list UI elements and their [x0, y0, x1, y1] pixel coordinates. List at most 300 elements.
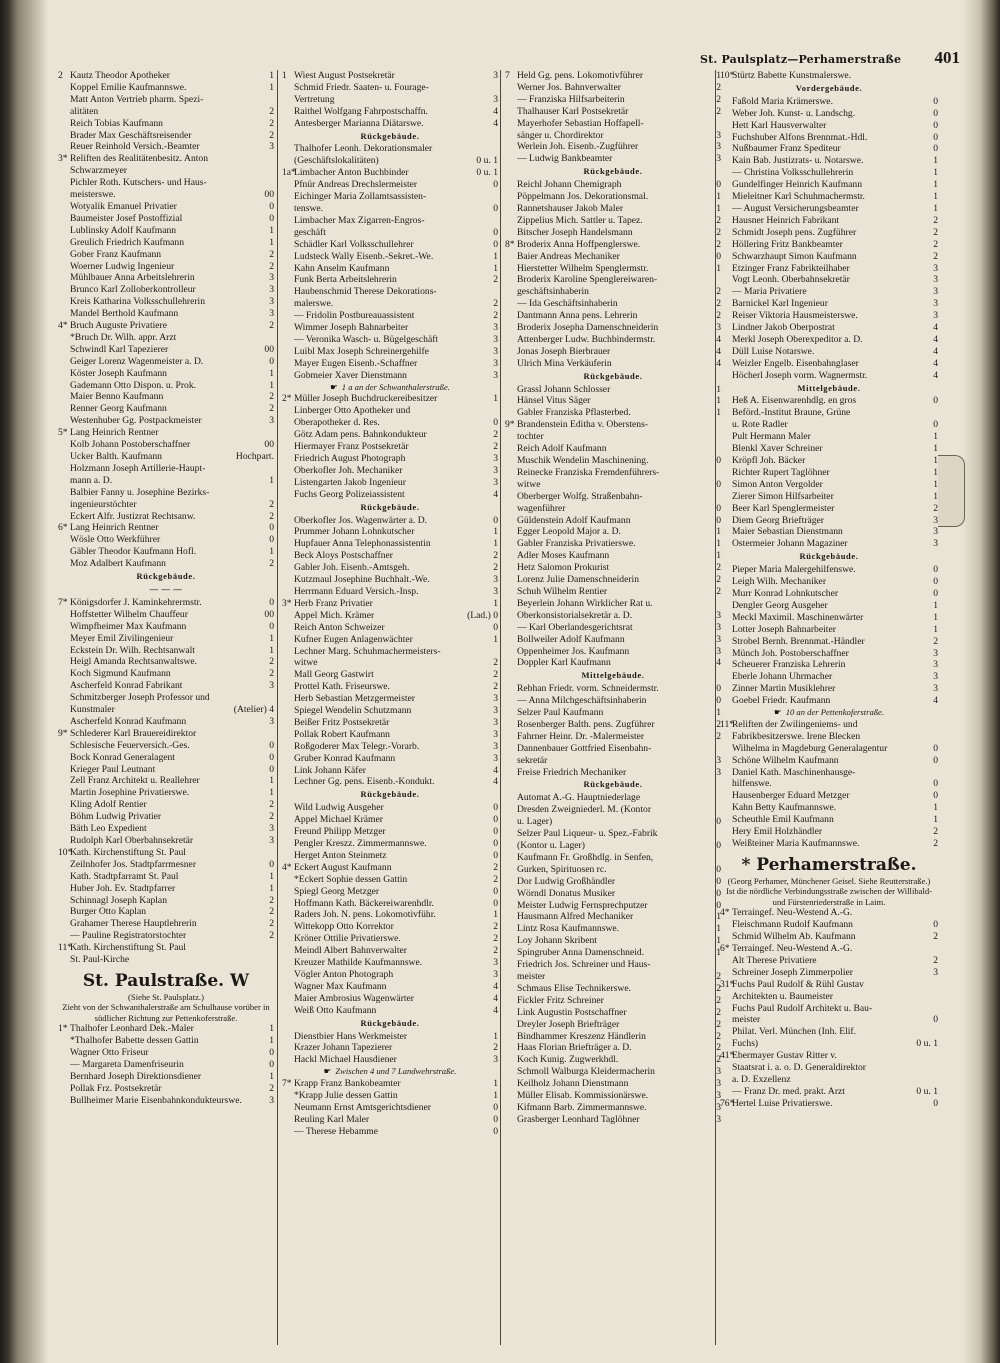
floor-number: 3 — [716, 129, 721, 141]
resident-name: Koch Sigmund Kaufmann — [70, 668, 171, 680]
resident-name: ingenieurstöchter — [70, 498, 137, 510]
floor-number: 2 — [716, 585, 721, 597]
directory-entry — [282, 598, 498, 610]
directory-entry — [58, 680, 274, 692]
resident-name: Holzmann Joseph Artillerie-Haupt- — [70, 462, 206, 474]
resident-name: Kling Adolf Rentier — [70, 799, 147, 811]
directory-entry — [505, 443, 721, 455]
directory-entry — [282, 850, 498, 862]
floor-number: 0 u. 1 — [476, 167, 498, 179]
directory-entry — [720, 431, 938, 443]
resident-name: Kolb Johann Postoberschaffner — [70, 439, 191, 451]
directory-entry — [282, 646, 498, 658]
floor-number: 3 — [269, 680, 274, 692]
resident-name: Dengler Georg Ausgeher — [732, 599, 828, 611]
directory-entry — [720, 636, 938, 648]
resident-name: — Franziska Hilfsarbeiterin — [517, 93, 625, 105]
resident-name: Reinecke Franziska Fremdenführers- — [517, 466, 660, 478]
directory-entry — [58, 249, 274, 261]
resident-name: Ascherfeld Konrad Kaufmann — [70, 715, 187, 727]
resident-name: Kreis Katharina Volksschullehrerin — [70, 296, 205, 308]
resident-name: Krazer Johann Tapezierer — [294, 1042, 393, 1054]
directory-entry — [505, 622, 721, 634]
directory-entry — [58, 94, 274, 106]
directory-entry — [58, 106, 274, 118]
directory-entry — [720, 991, 938, 1003]
floor-number: 3 — [493, 333, 498, 345]
directory-entry — [58, 499, 274, 511]
resident-name: Fuchs) — [732, 1038, 759, 1050]
resident-name: Egger Leopold Major a. D. — [517, 526, 621, 538]
floor-number: 1 — [493, 909, 498, 921]
floor-number: 1 — [716, 202, 721, 214]
directory-entry — [282, 346, 498, 358]
floor-number: 4 — [933, 345, 938, 357]
floor-number: 0 — [269, 534, 274, 546]
floor-number: 3 — [269, 715, 274, 727]
directory-entry — [282, 203, 498, 215]
resident-name: Fuchs Georg Polizeiassistent — [294, 488, 405, 500]
floor-number: 2 — [493, 562, 498, 574]
floor-number: 0 — [269, 739, 274, 751]
resident-name: Beyerlein Johann Wirklicher Rat u. — [517, 597, 653, 609]
directory-entry — [720, 576, 938, 588]
floor-number: 0 — [269, 858, 274, 870]
resident-name: Matt Anton Vertrieb pharm. Spezi- — [70, 93, 204, 105]
floor-number: 1 — [716, 911, 721, 923]
directory-entry — [282, 167, 498, 179]
directory-entry — [282, 610, 498, 622]
directory-entry — [282, 550, 498, 562]
directory-entry — [282, 1005, 498, 1017]
directory-entry — [58, 153, 274, 165]
directory-entry — [720, 1062, 938, 1074]
directory-entry — [282, 358, 498, 370]
floor-number: 1 — [269, 882, 274, 894]
resident-name: Martin Josephine Privatierswe. — [70, 787, 190, 799]
floor-number: 2 — [933, 502, 938, 514]
directory-entry — [505, 646, 721, 658]
directory-entry — [505, 274, 721, 286]
resident-name: Keilholz Johann Dienstmann — [517, 1078, 629, 1090]
resident-name: Rosenberger Balth. pens. Zugführer — [517, 718, 655, 730]
directory-entry — [58, 225, 274, 237]
directory-entry — [282, 453, 498, 465]
resident-name: Bock Konrad Generalagent — [70, 751, 175, 763]
resident-name: Hoffstetter Wilhelm Chauffeur — [70, 608, 188, 620]
floor-number: 1 — [716, 395, 721, 407]
directory-entry — [505, 1066, 721, 1078]
directory-entry — [282, 263, 498, 275]
floor-number: 0 — [716, 816, 721, 828]
floor-number: 3 — [493, 585, 498, 597]
directory-entry — [720, 286, 938, 298]
directory-entry — [505, 947, 721, 959]
resident-name: Kifmann Barb. Zimmermannswe. — [517, 1101, 647, 1113]
resident-name: Gabler Franziska Privatierswe. — [517, 538, 636, 550]
resident-name: Neumann Ernst Amtsgerichtsdiener — [294, 1101, 431, 1113]
floor-number: 1 — [269, 379, 274, 391]
resident-name: Oberkofler Jos. Wagenwärter a. D. — [294, 514, 428, 526]
floor-number: 1 — [269, 236, 274, 248]
directory-entry — [505, 1007, 721, 1019]
directory-entry — [720, 455, 938, 467]
resident-name: a. D. Exzellenz — [732, 1074, 791, 1085]
resident-name: *Krapp Julie dessen Gattin — [294, 1090, 398, 1102]
resident-name: Rannetshauser Jakob Maler — [517, 202, 624, 214]
resident-name: Beißer Fritz Postsekretär — [294, 716, 390, 728]
resident-name: Ludsteck Wally Eisenb.-Sekret.-We. — [294, 250, 434, 262]
directory-entry — [58, 1071, 274, 1083]
floor-number: 3 — [933, 659, 938, 671]
resident-name: meisterswe. — [70, 189, 116, 201]
directory-entry — [720, 588, 938, 600]
pointing-hand-icon: ☛ — [330, 381, 338, 392]
building-section-heading: Rückgebäude. — [360, 130, 420, 141]
floor-number: 2 — [933, 838, 938, 849]
directory-entry — [282, 441, 498, 453]
directory-entry — [505, 515, 721, 527]
directory-entry — [720, 70, 938, 82]
floor-number: 4 — [493, 992, 498, 1004]
resident-name: *Eckert Sophie dessen Gattin — [294, 873, 408, 885]
resident-name: sekretär — [517, 754, 548, 766]
floor-number: 4 — [933, 695, 938, 707]
resident-name: Schlesische Feuerversich.-Ges. — [70, 739, 190, 751]
floor-number: 2 — [716, 310, 721, 322]
directory-entry — [282, 1090, 498, 1102]
directory-entry — [58, 847, 274, 859]
floor-number: 2 — [269, 129, 274, 141]
resident-name: Appel Michael Krämer — [294, 814, 383, 826]
resident-name: Hausmann Alfred Mechaniker — [517, 911, 634, 923]
directory-entry — [58, 391, 274, 403]
floor-number: 3 — [716, 754, 721, 766]
resident-name: Gurken, Spirituosen rc. — [517, 863, 607, 875]
resident-name: — Veronika Wasch- u. Bügelgeschäft — [294, 333, 439, 345]
resident-name: Zierer Simon Hilfsarbeiter — [732, 490, 834, 502]
resident-name: Schinnagl Joseph Kaplan — [70, 894, 167, 906]
resident-name: Lintz Rosa Kaufmannswe. — [517, 923, 620, 935]
floor-number: 1 — [933, 167, 938, 179]
directory-entry — [58, 213, 274, 225]
resident-name: Limbacher Max Zigarren-Engros- — [294, 214, 425, 226]
directory-entry — [720, 526, 938, 538]
floor-number: 0 — [933, 576, 938, 588]
resident-name: Zell Franz Architekt u. Reallehrer — [70, 775, 200, 787]
directory-entry — [58, 859, 274, 871]
floor-number: 0 — [269, 1059, 274, 1071]
floor-number: 0 — [933, 919, 938, 931]
resident-name: Renner Georg Kaufmann — [70, 403, 167, 415]
directory-entry — [720, 979, 938, 991]
floor-number: 1 — [716, 947, 721, 959]
resident-name: Terraingef. Neu-Westend A.-G. — [732, 907, 853, 919]
resident-name: Doppler Karl Kaufmann — [517, 657, 611, 669]
resident-name: Kautz Theodor Apotheker — [70, 70, 170, 81]
floor-number: 0 — [269, 596, 274, 608]
resident-name: Bitscher Joseph Handelsmann — [517, 226, 633, 238]
resident-name: Pollak Robert Kaufmann — [294, 728, 390, 740]
directory-entry — [720, 334, 938, 346]
resident-name: Nußbaumer Franz Spediteur — [732, 143, 841, 155]
directory-column-3 — [505, 70, 721, 1350]
floor-number: 2 — [716, 718, 721, 730]
floor-number: 0 — [933, 1014, 938, 1026]
directory-entry — [505, 130, 721, 142]
floor-number: 0 u. 1 — [916, 1085, 938, 1097]
directory-entry — [720, 1050, 938, 1062]
directory-entry — [282, 274, 498, 286]
resident-name: Köster Joseph Kaufmann — [70, 367, 167, 379]
floor-number: 4 — [933, 357, 938, 369]
directory-entry — [505, 683, 721, 695]
directory-entry — [58, 918, 274, 930]
resident-name: Pichler Roth. Kutschers- und Haus- — [70, 177, 207, 189]
resident-name: (Geschäftslokalitäten) — [294, 155, 379, 167]
resident-name: Maier Ambrosius Wagenwärter — [294, 992, 415, 1004]
directory-entry — [58, 716, 274, 728]
directory-entry — [505, 1102, 721, 1114]
resident-name: Lang Heinrich Rentner — [70, 427, 159, 439]
resident-name: Pfnür Andreas Drechslermeister — [294, 179, 418, 191]
resident-name: Barnickel Karl Ingenieur — [732, 298, 828, 310]
directory-entry — [282, 489, 498, 501]
resident-name: Limbacher Anton Buchbinder — [294, 167, 409, 179]
floor-number: 4 — [933, 369, 938, 381]
directory-entry — [58, 1059, 274, 1071]
resident-name: Oberberger Wolfg. Straßenbahn- — [517, 490, 643, 502]
resident-name: Haas Florian Briefträger a. D. — [517, 1042, 632, 1054]
resident-name: Dannenbauer Gottfried Eisenbahn- — [517, 742, 652, 754]
directory-entry — [505, 70, 721, 82]
house-number: 1 — [282, 70, 287, 81]
building-section-heading: — — — — [149, 583, 183, 594]
resident-name: Fabrikbesitzerswe. Irene Blecken — [732, 730, 861, 742]
resident-name: Hett Karl Hausverwalter — [732, 119, 827, 131]
floor-number: 0 — [493, 1101, 498, 1113]
directory-entry — [282, 886, 498, 898]
floor-number: 2 — [716, 238, 721, 250]
resident-name: Linberger Otto Apotheker und — [294, 405, 411, 417]
building-section-heading: Mittelgebäude. — [797, 382, 861, 393]
resident-name: Kröpfl Joh. Bäcker — [732, 455, 806, 466]
resident-name: Schädler Karl Volksschullehrer — [294, 238, 414, 250]
directory-entry — [282, 417, 498, 429]
resident-name: Bernhard Joseph Direktionsdiener — [70, 1071, 202, 1082]
resident-name: Dantmann Anna pens. Lehrerin — [517, 310, 638, 322]
resident-name: Eichinger Maria Zollamtsassisten- — [294, 191, 427, 203]
resident-name: Wild Ludwig Ausgeher — [294, 802, 384, 814]
directory-entry — [720, 298, 938, 310]
floor-number: 1 — [716, 383, 721, 395]
floor-number: 2 — [493, 298, 498, 310]
resident-name: — Anna Milchgeschäftsinhaberin — [517, 695, 647, 707]
resident-name: Wagner Max Kaufmann — [294, 980, 387, 992]
floor-number: 0 — [493, 202, 498, 214]
column-rule — [277, 70, 278, 1345]
resident-name: Selzer Paul Kaufmann — [517, 707, 604, 719]
directory-entry — [58, 380, 274, 392]
floor-number: 1 — [716, 526, 721, 538]
floor-number: 2 — [269, 811, 274, 823]
floor-number: 2 — [716, 574, 721, 586]
directory-entry — [505, 923, 721, 935]
directory-entry — [282, 981, 498, 993]
resident-name: Eckert August Kaufmann — [294, 861, 392, 873]
floor-number: 3 — [269, 272, 274, 284]
floor-number: 0 — [493, 897, 498, 909]
floor-number: 1 — [933, 490, 938, 502]
floor-number: 0 — [493, 838, 498, 849]
floor-number: 0 — [933, 1097, 938, 1109]
resident-name: Attenberger Ludw. Buchbindermstr. — [517, 333, 656, 345]
floor-number: 3 — [716, 645, 721, 657]
directory-entry — [282, 515, 498, 527]
directory-entry — [282, 776, 498, 788]
floor-number: 3 — [933, 310, 938, 322]
resident-name: Luibl Max Joseph Schreinergehilfe — [294, 345, 429, 357]
resident-name: Weber Joh. Kunst- u. Landschg. — [732, 107, 856, 119]
floor-number: 4 — [933, 333, 938, 345]
directory-entry — [720, 96, 938, 108]
resident-name: — Ludwig Bankbeamter — [517, 153, 613, 165]
resident-name: Wotyalik Emanuel Privatier — [70, 200, 177, 212]
resident-name: tochter — [517, 431, 544, 443]
directory-entry — [720, 191, 938, 203]
resident-name: Gober Franz Kaufmann — [70, 248, 162, 260]
directory-entry — [505, 491, 721, 503]
floor-number: 2 — [493, 681, 498, 693]
floor-number: 3 — [933, 274, 938, 286]
floor-number: 3 — [933, 262, 938, 274]
directory-entry — [282, 729, 498, 741]
resident-name: Ucker Balth. Kaufmann — [70, 451, 162, 462]
resident-name: Herb Franz Privatier — [294, 597, 373, 609]
directory-entry — [282, 693, 498, 705]
floor-number: 3 — [933, 286, 938, 298]
building-section-heading: Rückgebäude. — [583, 166, 643, 177]
directory-entry — [505, 538, 721, 550]
floor-number: 2 — [716, 1030, 721, 1042]
directory-entry — [720, 274, 938, 286]
resident-name: Kaufmann Fr. Großhdlg. in Senfen, — [517, 851, 654, 863]
directory-entry — [58, 475, 274, 487]
directory-entry — [282, 191, 498, 203]
floor-number: 3 — [493, 369, 498, 381]
directory-entry — [505, 203, 721, 215]
resident-name: Kahn Betty Kaufmannswe. — [732, 802, 837, 814]
resident-name: Scheuthle Emil Kaufmann — [732, 814, 834, 826]
floor-number: 3 — [269, 1094, 274, 1106]
directory-entry — [58, 272, 274, 284]
directory-entry — [720, 358, 938, 370]
resident-name: Thalhofer Leonh. Dekorationsmaler — [294, 143, 433, 155]
resident-name: Hupfauer Anna Telephonassistentin — [294, 538, 431, 550]
resident-name: Freund Philipp Metzger — [294, 826, 386, 838]
floor-number: 2 — [716, 730, 721, 742]
directory-entry — [720, 108, 938, 120]
resident-name: Spingruber Anna Damenschneid. — [517, 947, 645, 959]
floor-number: 4 — [933, 322, 938, 334]
floor-number: 00 — [264, 439, 274, 451]
resident-name: (Kontor u. Lager) — [517, 840, 585, 851]
floor-number: 0 — [493, 1113, 498, 1125]
building-section-heading: Rückgebäude. — [360, 789, 420, 800]
resident-name: Müller Joseph Buchdruckereibesitzer — [294, 393, 438, 405]
directory-entry — [505, 263, 721, 275]
directory-entry — [720, 479, 938, 491]
resident-name: Bruch Auguste Privatiere — [70, 320, 167, 332]
directory-entry — [58, 764, 274, 776]
directory-entry — [505, 610, 721, 622]
resident-name: Broderix Karoline Spenglereiwaren- — [517, 274, 658, 286]
resident-name: Brunco Karl Zolloberkontrolleur — [70, 284, 196, 296]
directory-entry — [282, 94, 498, 106]
floor-number: 1 — [933, 623, 938, 635]
building-section-heading: Mittelgebäude. — [581, 670, 645, 681]
floor-number: 3 — [716, 1066, 721, 1078]
directory-entry — [720, 1086, 938, 1098]
resident-name: Mayer Eugen Eisenb.-Schaffner — [294, 357, 418, 369]
directory-entry — [58, 704, 274, 716]
resident-name: Bullheimer Marie Eisenbahnkondukteurswe. — [70, 1094, 242, 1106]
resident-name: Raithel Wolfgang Fahrpostschaffn. — [294, 105, 428, 117]
directory-entry — [282, 215, 498, 227]
directory-entry — [58, 141, 274, 153]
floor-number: 3 — [269, 141, 274, 153]
floor-number: 1 — [493, 1090, 498, 1102]
floor-number: 0 — [933, 778, 938, 790]
resident-name: sänger u. Chordirektor — [517, 129, 604, 141]
resident-name: Oberkofler Joh. Mechaniker — [294, 464, 403, 476]
directory-entry — [505, 94, 721, 106]
resident-name: Eckstein Dr. Wilh. Rechtsanwalt — [70, 644, 195, 656]
floor-number: 0 — [933, 790, 938, 802]
floor-number: 0 — [269, 1047, 274, 1059]
directory-entry — [505, 995, 721, 1007]
house-number: 1a* — [282, 167, 296, 179]
resident-name: Lorenz Julie Damenschneiderin — [517, 574, 640, 586]
floor-number: 0 — [716, 179, 721, 191]
directory-entry — [720, 683, 938, 695]
floor-number: 2 — [933, 931, 938, 943]
directory-entry — [720, 919, 938, 931]
resident-name: Roßgoderer Max Telegr.-Vorarb. — [294, 740, 420, 752]
floor-number: 3 — [493, 693, 498, 705]
floor-number: 3 — [716, 609, 721, 621]
floor-number: 1 — [493, 633, 498, 645]
resident-name: u. Lager) — [517, 816, 553, 828]
floor-number: 0 — [493, 814, 498, 826]
resident-name: Rebhan Friedr. vorm. Schneidermstr. — [517, 683, 659, 695]
floor-number: 2 — [493, 1042, 498, 1054]
directory-entry — [720, 491, 938, 503]
resident-name: Heß A. Eisenwarenhdlg. en gros — [732, 395, 857, 407]
resident-name: witwe — [517, 478, 541, 490]
floor-number: 3 — [493, 716, 498, 728]
resident-name: Bindhammer Kreszenz Händlerin — [517, 1030, 646, 1042]
resident-name: Goebel Friedr. Kaufmann — [732, 695, 831, 707]
resident-name: — August Versicherungsbeamter — [732, 202, 859, 214]
resident-name: Alt Therese Privatiere — [732, 954, 817, 966]
house-number: 2* — [282, 393, 292, 405]
directory-entry — [282, 106, 498, 118]
resident-name: Beck Aloys Postschaffner — [294, 550, 393, 562]
directory-entry — [505, 286, 721, 298]
directory-entry — [720, 227, 938, 239]
floor-number: 00 — [264, 343, 274, 355]
